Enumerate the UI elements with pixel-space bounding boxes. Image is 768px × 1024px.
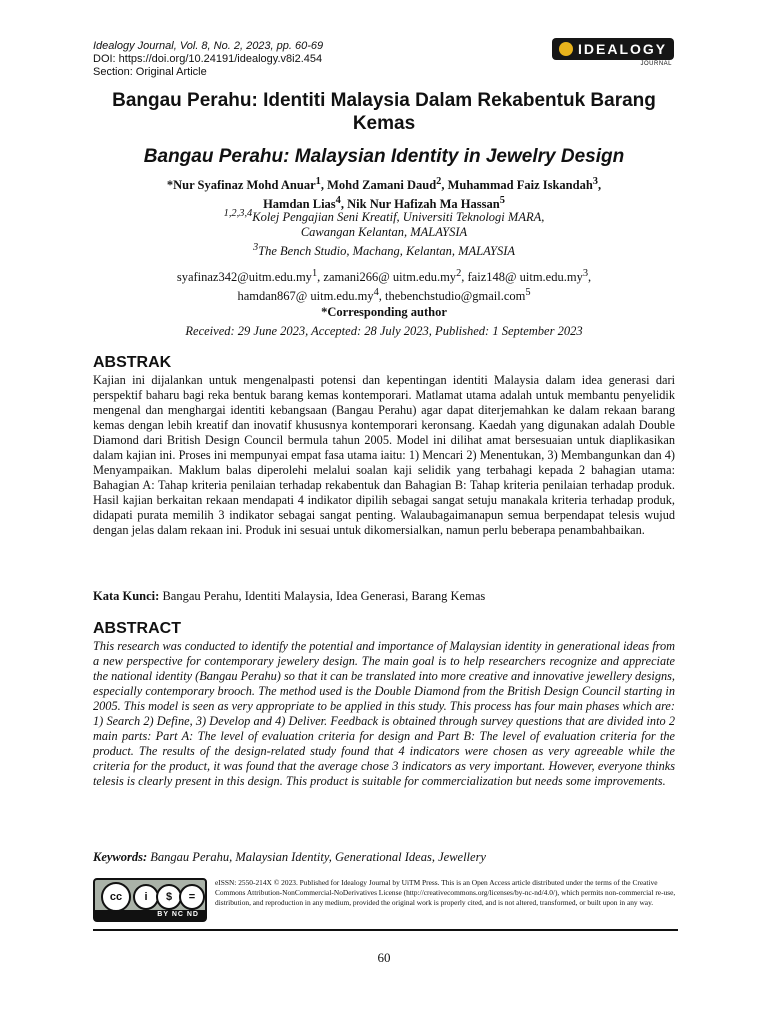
abstrak-body: Kajian ini dijalankan untuk mengenalpasti potensi dan kepentingan identiti Malaysia dalam idea generasi dari perspektif baharu bagi reka bentuk barang kemas kontemporari. Matlamat utama adalah untuk membantu penyelidik mengenal dan menghargai identiti kebangsaan (Bangau Perahu) agar dapat diterjemahkan ke dalam rekaan barang kemas dengan lebih kreatif dan inovatif khususnya kontemporari keronsang. Kaedah yang digunakan adalah Double Diamond dari British Design Council bermula tahun 2005. Model ini dilihat amat bersesuaian untuk diaplikasikan dalam kajian ini. Proses ini mempunyai empat fasa utama iaitu: 1) Mencari 2) Menentukan, 3) Membangunkan dan 4) Menyampaikan. Maklum balas diperolehi melalui soalan kaji selidik yang terbahagi kepada 2 bahagian utama: Bahagian A: Tahap kriteria penilaian terhadap rekabentuk dan Bahagian B: Tahap kriteria penilaian terhadap produk. Hasil kajian berkaitan rekaan mendapati 4 indikator dipilih sebagai sangat setuju manakala kriteria terhadap produk, didapati purata memilih 3 indikator sebagai sangat penting. Walaubagaimanapun semua berpendapat telesis wujud dengan jelas dalam rekaan ini. Produk ini sesuai untuk dikomersialkan, namun perlu beberapa penambahbaikan.: [93, 373, 675, 537]
author-sup: 5: [499, 195, 505, 207]
kata-kunci-values: Bangau Perahu, Identiti Malaysia, Idea Generasi, Barang Kemas: [159, 589, 486, 603]
logo-subtext: JOURNAL: [640, 61, 672, 67]
email-link[interactable]: thebenchstudio@gmail.com: [385, 289, 526, 304]
doi-line: DOI: https://doi.org/10.24191/idealogy.v8i2.454: [93, 53, 323, 65]
email-list: [93, 266, 675, 320]
affiliation-text: Kolej Pengajian Seni Kreatif, Universiti Teknologi MARA,: [252, 210, 545, 225]
keywords: [93, 850, 675, 865]
email-link[interactable]: faiz148@ uitm.edu.my: [467, 270, 583, 285]
journal-citation: Idealogy Journal, Vol. 8, No. 2, 2023, pp. 60-69: [93, 40, 324, 52]
title-malay: Bangau Perahu: Identiti Malaysia Dalam Rekabentuk Barang Kemas: [112, 90, 656, 134]
author-name: Nik Nur Hafizah Ma Hassan: [347, 197, 500, 212]
logo-sun-icon: [559, 42, 573, 56]
by-person-icon: i: [133, 884, 159, 910]
affiliation-sup: 3: [252, 242, 259, 254]
cc-license-badge[interactable]: [93, 878, 207, 922]
email-sep: ,: [378, 289, 386, 304]
publication-dates: Received: 29 June 2023, Accepted: 28 July 2023, Published: 1 September 2023: [185, 324, 583, 338]
corresponding-author-note: *Corresponding author: [321, 305, 447, 320]
author-sup: 4: [335, 195, 341, 207]
author-sep: ,: [441, 178, 448, 193]
email-sup: 3: [582, 268, 589, 279]
keywords-values: Bangau Perahu, Malaysian Identity, Generational Ideas, Jewellery: [147, 850, 486, 864]
abstrak-heading: ABSTRAK: [93, 354, 172, 371]
affiliation-1: [93, 206, 675, 225]
cc-caption-text: BY NC ND: [157, 911, 199, 918]
section-line: Section: Original Article: [93, 66, 207, 78]
journal-logo: [552, 38, 674, 72]
affiliation-text: The Bench Studio, Machang, Kelantan, MALAYSIA: [258, 244, 516, 259]
author-sup: 1: [315, 176, 321, 187]
nc-dollar-icon: $: [156, 884, 182, 910]
page-number: 60: [377, 950, 391, 965]
abstract-heading: ABSTRACT: [93, 620, 181, 637]
email-sep: ,: [588, 270, 592, 285]
footer-divider: [93, 929, 678, 931]
cc-badge-caption: [95, 910, 205, 920]
email-sep: ,: [317, 270, 324, 285]
author-sep: ,: [320, 178, 328, 193]
affiliation-1-line2: Cawangan Kelantan, MALAYSIA: [300, 225, 468, 240]
abstract-body: This research was conducted to identify the potential and importance of Malaysian identity in generational ideas from a new perspective for contemporary jewelery design. The main goal is to help researchers recognize and appreciate the national identity (Bangau Perahu) so that it can be translated into more creative and innovative jewellery designs, especially contemporary brooch. The method used is the Double Diamond from the British Design Council starting in 2005. This model is seen as very appropriate to be applied in this study. This process has four main phases which are: 1) Search 2) Define, 3) Develop and 4) Deliver. Feedback is obtained through survey questions that are divided into 2 main parts: Part A: The level of evaluation criteria for design and Part B: The level of evaluation criteria for the product. The results of the design-related study found that 4 indicators were chosen as very agreeable while the criteria for the product, it was found that the average chose 3 indicators as very important. However, everyone thinks telesis is clearly present in this design. This product is suitable for commercialization but needs some improvements.: [93, 639, 675, 788]
email-sup: 2: [456, 268, 462, 279]
logo-wordmark: IDEALOGY: [578, 41, 668, 57]
license-text: eISSN: 2550-214X © 2023. Published for Idealogy Journal by UiTM Press. This is an Open Access article distributed under the terms of the Creative Commons Attribution-NonCommercial-NoDerivatives License (http://creativecommons.org/licenses/by-nc-nd/4.0/), which permits non-commercial re-use, distribution, and reproduction in any medium, provided the original work is properly cited, and is not altered, transformed, or built upon in any way.: [215, 878, 676, 907]
author-sup: 3: [592, 176, 598, 187]
author-name: Mohd Zamani Daud: [327, 178, 437, 193]
title-english: Bangau Perahu: Malaysian Identity in Jewelry Design: [143, 146, 625, 167]
author-sup: 2: [436, 176, 442, 187]
cc-icon: cc: [101, 882, 131, 912]
email-sep: ,: [461, 270, 468, 285]
logo-box: [552, 38, 674, 60]
license-block: [93, 878, 678, 926]
email-sup: 1: [311, 268, 318, 279]
kata-kunci-label: Kata Kunci:: [93, 589, 160, 603]
author-name: Hamdan Lias: [263, 197, 336, 212]
affiliation-sup: 1,2,3,4: [223, 208, 253, 219]
email-link[interactable]: syafinaz342@uitm.edu.my: [176, 270, 312, 285]
keywords-label: Keywords:: [93, 850, 148, 864]
author-sep: ,: [598, 178, 602, 193]
email-sup: 5: [525, 287, 531, 299]
author-name: *Nur Syafinaz Mohd Anuar: [166, 178, 316, 193]
email-sup: 4: [373, 287, 379, 299]
journal-meta: [93, 40, 323, 79]
author-name: Muhammad Faiz Iskandah: [447, 178, 593, 193]
nd-equals-icon: =: [179, 884, 205, 910]
author-sep: ,: [340, 197, 348, 212]
affiliations: [93, 206, 675, 259]
email-link[interactable]: zamani266@ uitm.edu.my: [323, 270, 457, 285]
email-link[interactable]: hamdan867@ uitm.edu.my: [237, 289, 374, 304]
kata-kunci: [93, 589, 675, 604]
affiliation-2: [93, 240, 675, 259]
